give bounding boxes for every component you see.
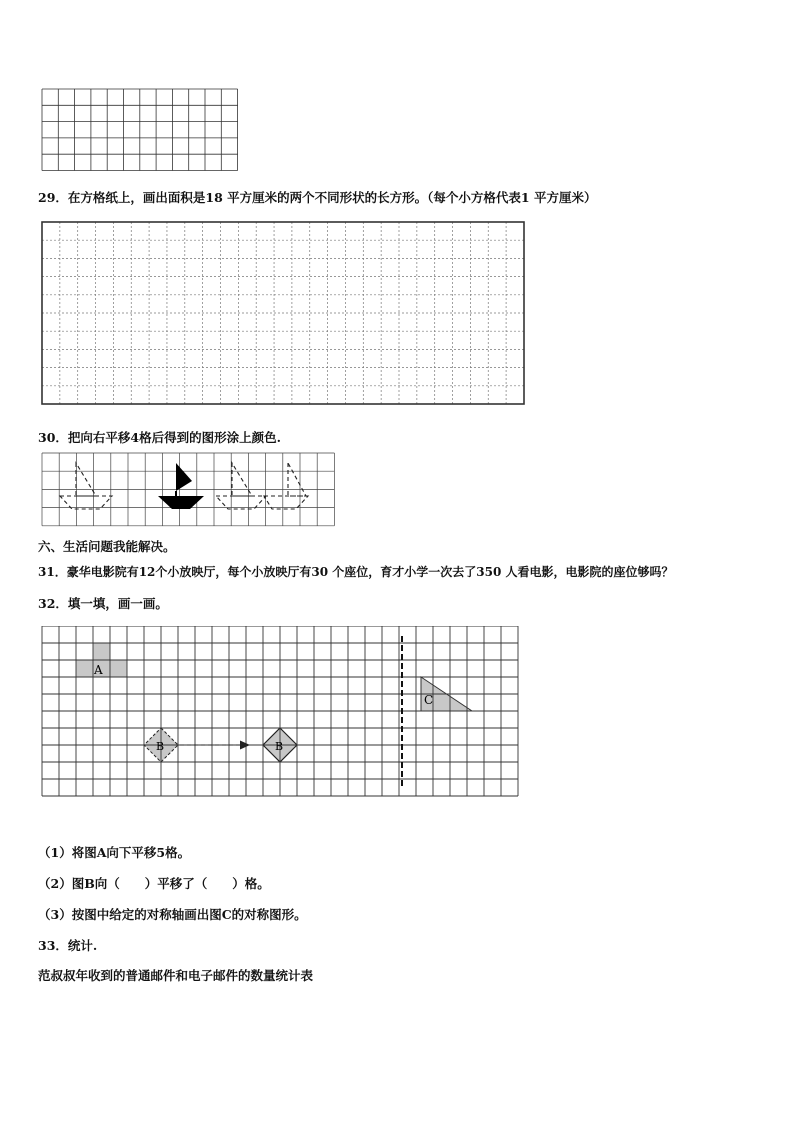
arrow-head-icon <box>240 741 250 750</box>
question-31: 31．豪华电影院有12个小放映厅，每个小放映厅有30 个座位，育才小学一次去了350 人看电影，电影院的座位够吗？ <box>38 565 674 579</box>
q32-translation-grid <box>40 626 526 797</box>
question-30: 30．把向右平移4格后得到的图形涂上颜色. <box>38 430 281 445</box>
q29-dotted-grid <box>40 220 526 406</box>
dashed-boat-right <box>264 463 308 509</box>
question-33: 33．统计. <box>38 938 98 953</box>
label-b-solid: B <box>275 740 284 753</box>
q32-sub1: （1）将图A向下平移5格。 <box>38 845 191 860</box>
q32-sub2: （2）图B向（ ）平移了（ ）格。 <box>38 876 270 891</box>
dashed-boat-left <box>60 463 112 509</box>
dashed-boat-middle <box>216 463 266 509</box>
q33-table-title: 范叔叔年收到的普通邮件和电子邮件的数量统计表 <box>38 968 314 983</box>
label-b-dashed: B <box>156 740 165 753</box>
q30-boat-grid <box>40 451 336 529</box>
question-32: 32．填一填，画一画。 <box>38 596 168 611</box>
section-6-title: 六、生活问题我能解决。 <box>38 539 176 554</box>
top-grid <box>40 87 240 173</box>
label-a: A <box>94 663 103 677</box>
q32-sub3: （3）按图中给定的对称轴画出图C的对称图形。 <box>38 907 307 922</box>
question-29: 29．在方格纸上，画出面积是18 平方厘米的两个不同形状的长方形。（每个小方格代表1 平方厘米） <box>38 190 597 205</box>
label-c: C <box>424 693 434 707</box>
